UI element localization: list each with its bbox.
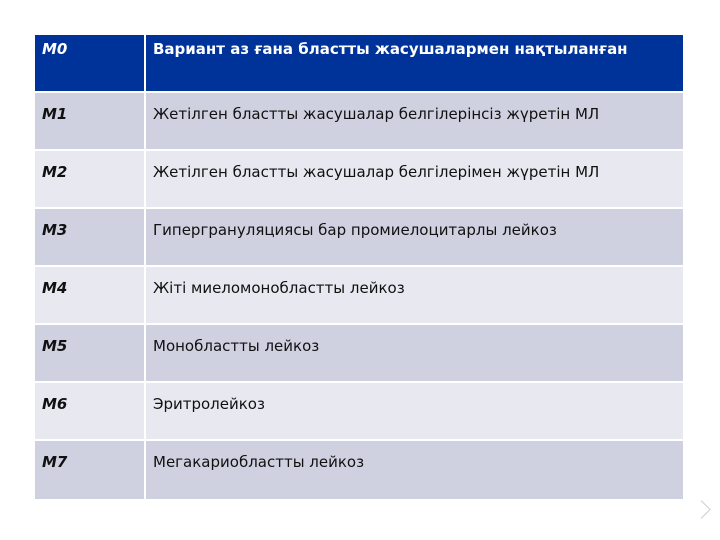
row-description-cell: Жетілген бластты жасушалар белгілерімен жүретін МЛ <box>146 151 685 209</box>
row-description-cell: Жетілген бластты жасушалар белгілерінсіз жүретін МЛ <box>146 93 685 151</box>
row-description-cell: Гипергрануляциясы бар промиелоцитарлы лейкоз <box>146 209 685 267</box>
chevron-right-icon[interactable] <box>692 500 710 518</box>
table-row <box>35 383 685 441</box>
table-row <box>35 441 685 501</box>
row-description-cell: Эритролейкоз <box>146 383 685 441</box>
row-description-cell: Жіті миеломонобластты лейкоз <box>146 267 685 325</box>
table-header-row <box>35 35 685 93</box>
table-row <box>35 325 685 383</box>
row-code-cell: M7 <box>35 441 146 501</box>
table-row <box>35 151 685 209</box>
row-code-cell: M1 <box>35 93 146 151</box>
row-description-cell: Мегакариобластты лейкоз <box>146 441 685 501</box>
row-description-cell: Монобластты лейкоз <box>146 325 685 383</box>
row-code-cell: M6 <box>35 383 146 441</box>
classification-table <box>35 35 685 501</box>
row-code-cell: M4 <box>35 267 146 325</box>
table-row <box>35 267 685 325</box>
table-row <box>35 93 685 151</box>
row-code-cell: M2 <box>35 151 146 209</box>
header-code-cell: M0 <box>35 35 146 93</box>
table-row <box>35 209 685 267</box>
row-code-cell: M3 <box>35 209 146 267</box>
row-code-cell: M5 <box>35 325 146 383</box>
header-description-cell: Вариант аз ғана бластты жасушалармен нақтыланған <box>146 35 685 93</box>
